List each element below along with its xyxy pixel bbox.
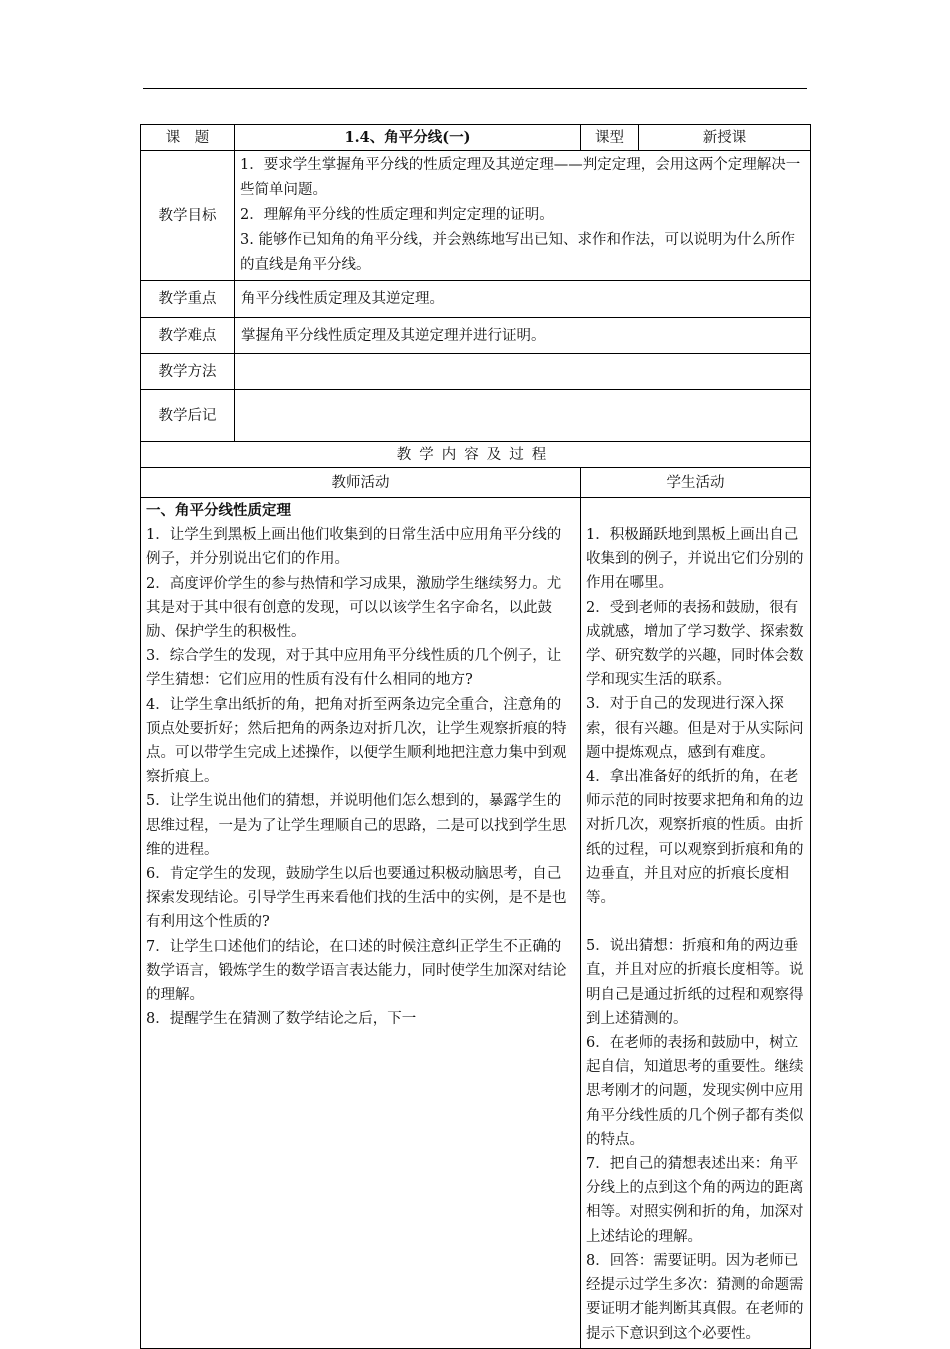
teacher-item: 1．让学生到黑板上画出他们收集到的日常生活中应用角平分线的例子，并分别说出它们的作用。: [146, 527, 562, 568]
topic-label: 课 题: [141, 125, 235, 151]
teacher-item: 5．让学生说出他们的猜想，并说明他们怎么想到的，暴露学生的思维过程，一是为了让学生理顺自己的思路，二是可以找到学生思维的进程。: [146, 793, 567, 858]
student-item: 2．受到老师的表扬和鼓励，很有成就感，增加了学习数学、探索数学、研究数学的兴趣，同时体会数学和现实生活的联系。: [586, 599, 804, 689]
focus-value: 角平分线性质定理及其逆定理。: [235, 281, 811, 318]
difficulty-row: [141, 318, 811, 354]
student-item: 3．对于自己的发现进行深入探索，很有兴趣。但是对于从实际问题中提炼观点，感到有难度。: [586, 696, 804, 761]
student-item: 4．拿出准备好的纸折的角，在老师示范的同时按要求把角和角的边对折几次，观察折痕的性质。由折纸的过程，可以观察到折痕和角的边垂直，并且对应的折痕长度相等。: [586, 769, 804, 907]
difficulty-label: 教学难点: [141, 318, 235, 354]
afterword-row: [141, 390, 811, 442]
objective-item: 1．要求学生掌握角平分线的性质定理及其逆定理——判定定理，会用这两个定理解决一些简单问题。: [240, 157, 801, 198]
teacher-item: 4．让学生拿出纸折的角，把角对折至两条边完全重合，注意角的顶点处要折好；然后把角的两条边对折几次，让学生观察折痕的特点。可以带学生完成上述操作，以便学生顺利地把注意力集中到观察折痕上。: [146, 696, 567, 786]
method-row: [141, 354, 811, 390]
objective-item: 3. 能够作已知角的角平分线，并会熟练地写出已知、求作和作法，可以说明为什么所作的直线是角平分线。: [240, 232, 795, 273]
focus-label: 教学重点: [141, 281, 235, 318]
teacher-item: 6．肯定学生的发现，鼓励学生以后也要通过积极动脑思考，自己探索发现结论。引导学生再来看他们找的生活中的实例，是不是也有利用这个性质的?: [146, 866, 567, 931]
student-item: 6．在老师的表扬和鼓励中，树立起自信，知道思考的重要性。继续思考刚才的问题，发现实例中应用角平分线性质的几个例子都有类似的特点。: [586, 1035, 804, 1148]
lesson-type-label: 课型: [581, 125, 639, 151]
teacher-activity-header: 教师活动: [141, 468, 581, 498]
afterword-label: 教学后记: [141, 390, 235, 442]
topic-row: [141, 125, 811, 151]
difficulty-value: 掌握角平分线性质定理及其逆定理并进行证明。: [235, 318, 811, 354]
afterword-value: [235, 390, 811, 442]
student-item: 7．把自己的猜想表述出来：角平分线上的点到这个角的两边的距离相等。对照实例和折的角，加深对上述结论的理解。: [586, 1156, 804, 1245]
lesson-type-value: 新授课: [639, 125, 811, 151]
student-activity-content: [581, 498, 811, 1349]
activity-header-row: [141, 468, 811, 498]
focus-row: [141, 281, 811, 318]
topic-value: 1.4、角平分线(一): [235, 125, 581, 151]
objectives-content: [235, 151, 811, 281]
teacher-item: 7．让学生口述他们的结论，在口述的时候注意纠正学生不正确的数学语言，锻炼学生的数学语言表达能力，同时使学生加深对结论的理解。: [146, 938, 567, 1004]
activity-body-row: [141, 498, 811, 1349]
lesson-plan-table: [140, 124, 811, 1349]
teacher-item: 2．高度评价学生的参与热情和学习成果，激励学生继续努力。尤其是对于其中很有创意的发现，可以以该学生名字命名，以此鼓励、保护学生的积极性。: [146, 575, 562, 641]
objectives-label: 教学目标: [141, 151, 235, 281]
objective-item: 2．理解角平分线的性质定理和判定定理的证明。: [240, 207, 554, 223]
header-rule: [143, 88, 807, 89]
student-activity-header: 学生活动: [581, 468, 811, 498]
student-item: 1．积极踊跃地到黑板上画出自己收集到的例子，并说出它们分别的作用在哪里。: [586, 527, 804, 592]
method-value: [235, 354, 811, 390]
teacher-activity-content: [141, 498, 581, 1349]
student-item: 5．说出猜想：折痕和角的两边垂直，并且对应的折痕长度相等。说明自己是通过折纸的过程和观察得到上述猜测的。: [586, 938, 804, 1027]
student-item: 8．回答：需要证明。因为老师已经提示过学生多次：猜测的命题需要证明才能判断其真假。在老师的提示下意识到这个必要性。: [586, 1252, 804, 1342]
teacher-item: 3．综合学生的发现，对于其中应用角平分线性质的几个例子，让学生猜想：它们应用的性质有没有什么相同的地方?: [146, 648, 562, 689]
method-label: 教学方法: [141, 354, 235, 390]
teacher-item: 8．提醒学生在猜测了数学结论之后，下一: [146, 1011, 417, 1028]
process-title-row: [141, 442, 811, 468]
teacher-section-title: 一、角平分线性质定理: [146, 502, 291, 519]
process-title: 教学内容及过程: [141, 442, 811, 468]
objectives-row: [141, 151, 811, 281]
